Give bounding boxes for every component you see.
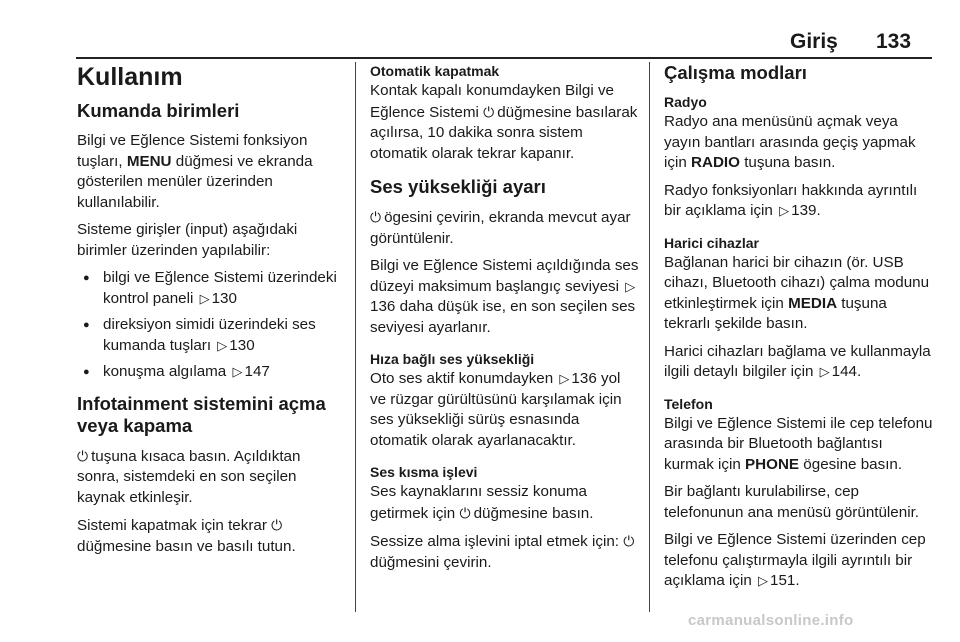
heading-power-on-off: Infotainment sistemini açma veya kapama [77,392,326,436]
text: ögesine basın. [803,455,903,473]
arrow-icon: ▷ [625,278,636,294]
heading-kumanda-birimleri: Kumanda birimleri [77,100,240,121]
volume-knob-icon: ⏻ [623,533,635,549]
heading-otomatik-kapatmak: Otomatik kapatmak [370,63,500,79]
paragraph-power-press [77,446,345,509]
text: tuşuna tekrarlı şekilde basın. [664,294,887,332]
column-1 [77,62,345,564]
text: düğmesine basın. [473,504,594,522]
page-ref[interactable]: 130 [211,289,237,307]
heading-ses-yuksekligi: Ses yüksekliği ayarı [370,176,546,197]
heading-hiza-bagli: Hıza bağlı ses yüksekliği [370,351,535,367]
text: daha düşük ise, en son seçilen ses seviyesi ayarlanır. [370,298,636,336]
radio-key-label: RADIO [691,154,740,171]
page-ref[interactable]: 144. [831,363,862,380]
column-2 [370,62,640,580]
text: Bağlanan harici bir cihazın (ör. USB cihazı, Bluetooth cihazı) çalma modunu etkinleştirmek için [664,253,930,312]
text: ögesini çevirin, ekranda mevcut ayar görüntülenir. [370,209,631,247]
paragraph-speed-volume [370,369,640,451]
column-3 [664,62,936,599]
text: Ses kaynaklarını sessiz konuma getirmek için [370,483,587,522]
list-item [77,268,345,309]
page-header-title: Giriş [790,30,838,53]
text: düğmesine basın ve basılı tutun. [77,537,296,555]
arrow-icon: ▷ [232,364,243,379]
paragraph-mute [370,482,640,524]
text: düğmesine basılarak açılırsa, 10 dakika sonra sistem otomatik olarak tekrar kapanır. [370,103,638,162]
text: Oto ses aktif konumdayken [370,370,554,387]
text: Bilgi ve Eğlence Sistemi fonksiyon tuşları, [77,132,308,170]
text: bilgi ve Eğlence Sistemi üzerindeki kontrol paneli [103,269,337,307]
paragraph-power-hold [77,515,345,557]
text: Sistemi kapatmak için tekrar [77,517,267,534]
text: direksiyon simidi üzerindeki ses kumanda tuşları [103,316,316,354]
text: Sessize alma işlevini iptal etmek için: [370,533,619,550]
page-ref[interactable]: 136 [571,370,597,387]
text: tuşuna kısaca basın. Açıldıktan sonra, sistemdeki en son seçilen kaynak etkinleşir. [77,447,301,506]
input-units-list [77,268,345,383]
paragraph-volume-start [370,256,640,338]
text: düğmesi ve ekranda gösterilen menüler üzerinden kullanılabilir. [77,152,313,211]
volume-knob-icon: ⏻ [370,209,382,225]
power-icon: ⏻ [77,447,89,464]
paragraph-volume-knob [370,207,640,249]
text: yol ve rüzgar gürültüsünü karşılamak için ses yüksekliği sürüş esnasında otomatik olarak ayarlanacaktır. [370,370,622,449]
heading-calisma-modlari: Çalışma modları [664,62,807,83]
text: Harici cihazları bağlama ve kullanmayla ilgili detaylı bilgiler için [664,342,931,380]
column-divider-1 [355,62,356,612]
paragraph-media [664,253,936,335]
arrow-icon: ▷ [199,290,210,306]
watermark: carmanualsonline.info [688,612,854,629]
text: Bilgi ve Eğlence Sistemi açıldığında ses düzeyi maksimum başlangıç seviyesi [370,257,639,295]
heading-telefon: Telefon [664,395,713,412]
text: konuşma algılama [103,363,227,380]
arrow-icon: ▷ [779,203,790,218]
text: Radyo fonksiyonları hakkında ayrıntılı bir açıklama için [664,181,918,219]
heading-ses-kisma: Ses kısma işlevi [370,464,478,480]
volume-knob-icon: ⏻ [459,504,471,521]
paragraph-radio [664,112,936,174]
text: tuşuna basın. [744,154,836,171]
header-rule [76,57,932,59]
phone-key-label: PHONE [745,455,800,473]
arrow-icon: ▷ [758,573,769,588]
paragraph-unmute [370,531,640,573]
arrow-icon: ▷ [217,337,228,353]
list-item [77,315,345,356]
paragraph-radio-ref [664,181,936,222]
text: düğmesini çevirin. [370,553,492,571]
menu-key-label: MENU [126,152,172,170]
page-number: 133 [876,30,912,53]
list-item [77,362,345,383]
power-icon: ⏻ [271,517,283,533]
text: Kontak kapalı konumdayken Bilgi ve Eğlence Sistemi [370,82,614,121]
paragraph-intro [77,131,345,213]
power-icon: ⏻ [483,103,495,120]
paragraph-media-ref [664,342,936,383]
page-ref[interactable]: 147 [244,363,270,380]
media-key-label: MEDIA [788,294,838,312]
paragraph-auto-off [370,81,640,164]
text: Radyo ana menüsünü açmak veya yayın bantları arasında geçiş yapmak için [664,113,916,171]
text: Bilgi ve Eğlence Sistemi ile cep telefonu arasında bir Bluetooth bağlantısı kurmak için [664,414,933,473]
paragraph-phone-ref [664,530,936,592]
column-divider-2 [649,62,650,612]
section-heading-kullanim: Kullanım [77,63,183,91]
arrow-icon: ▷ [819,364,830,379]
page-ref[interactable]: 130 [229,336,255,354]
paragraph-phone [664,414,936,476]
paragraph-inputs: Sisteme girişler (input) aşağıdaki birimler üzerinden yapılabilir: [77,221,298,259]
page-ref[interactable]: 151. [770,572,800,589]
page-ref[interactable]: 136 [370,298,396,315]
heading-radyo: Radyo [664,94,707,110]
paragraph-phone-connected: Bir bağlantı kurulabilirse, cep telefonunun ana menüsü görüntülenir. [664,483,920,521]
text: Bilgi ve Eğlence Sistemi üzerinden cep telefonu çalıştırmayla ilgili ayrıntılı bir açıklama için [664,531,926,589]
page-ref[interactable]: 139. [791,202,821,219]
heading-harici-cihazlar: Harici cihazlar [664,234,759,251]
arrow-icon: ▷ [559,371,570,386]
